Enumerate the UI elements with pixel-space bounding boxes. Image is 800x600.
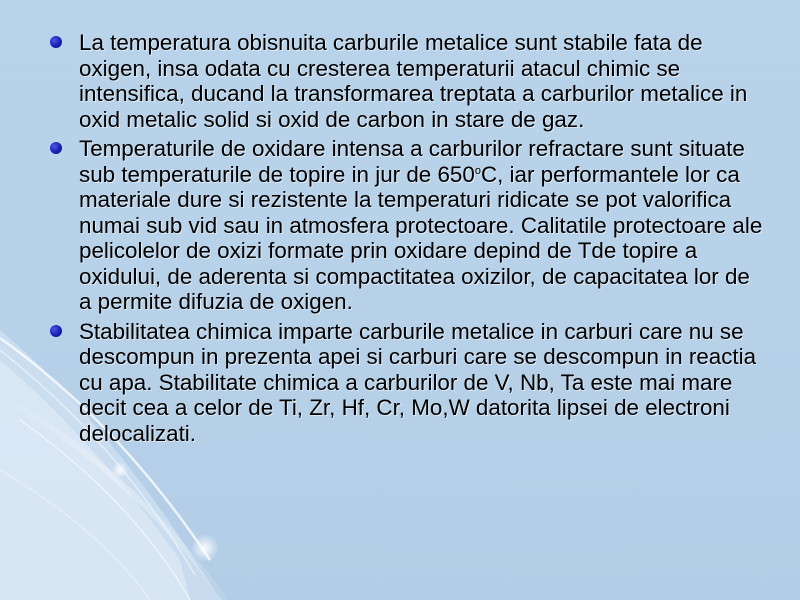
slide-content (46, 30, 764, 450)
bullet-list (46, 30, 764, 446)
bullet-dot-icon (50, 325, 62, 337)
bullet-item-chemical-stability (46, 319, 764, 447)
bullet-dot-icon (50, 142, 62, 154)
bullet-item-oxidation-temperatures (46, 136, 764, 315)
bullet-dot-icon (50, 36, 62, 48)
bullet-text-part: Temperaturile de oxidare intensa a carburilor refractare sunt situate sub temperaturile de topire in jur de 650 (79, 136, 745, 187)
bullet-text: La temperatura obisnuita carburile metalice sunt stabile fata de oxigen, insa odata cu cresterea temperaturii atacul chimic se intensifica, ducand la transformarea treptata a carburilor metalice in oxid metalic solid si oxid de carbon in stare de gaz. (79, 30, 748, 132)
bullet-item-oxidation-stability (46, 30, 764, 132)
degree-superscript: o (474, 164, 481, 177)
bullet-text: Stabilitatea chimica imparte carburile metalice in carburi care nu se descompun in prezenta apei si carburi care se descompun in reactia cu apa. Stabilitate chimica a carburilor de V, Nb, Ta este mai mare decit cea a celor de Ti, Zr, Hf, Cr, Mo,W datorita lipsei de electroni delocalizati. (79, 318, 757, 446)
bullet-text-part: C, iar performantele lor ca materiale dure si rezistente la temperaturi ridicate se pot valorifica numai sub vid sau in atmosfera protectoare. Calitatile protectoare ale pelicolelor de oxizi formate prin oxidare depind de Tde topire a oxidului, de aderenta si compactitatea oxizilor, de capacitatea lor de a permite difuzia de oxigen. (79, 161, 763, 314)
bullet-text (79, 136, 764, 315)
